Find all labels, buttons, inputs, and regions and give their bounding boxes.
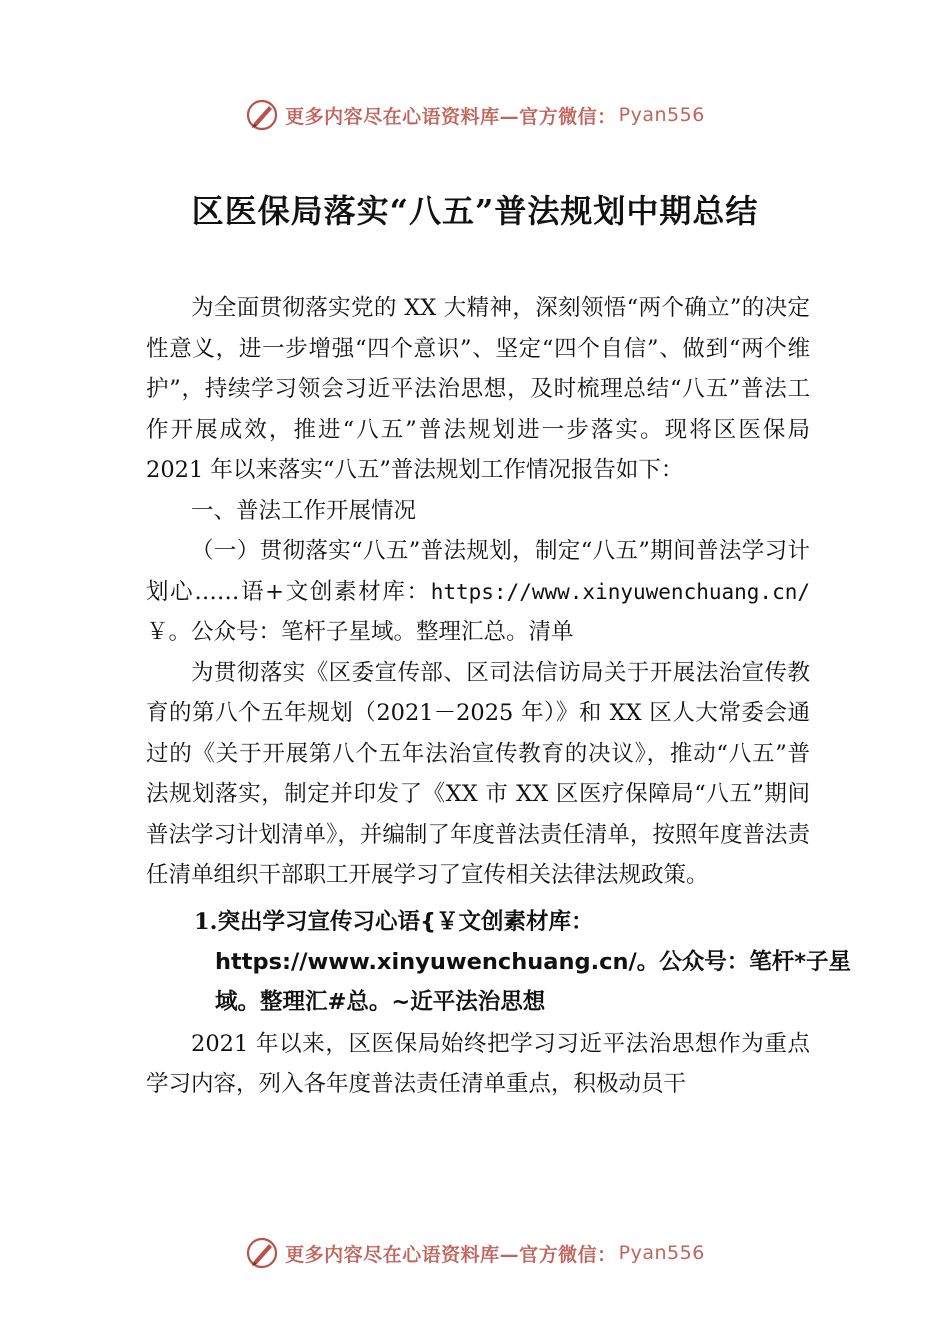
intro-paragraph: 为全面贯彻落实党的 XX 大精神，深刻领悟“两个确立”的决定性意义，进一步增强“四个意识”、坚定“四个自信”、做到“两个维护”，持续学习领会习近平法治思想，及时梳理总结“八五”普法工作开展成效，推进“八五”普法规划进一步落实。现将区医保局 2021 年以来落实“八五”普法规划工作情况报告如下： [146, 295, 810, 483]
subsection-tail: ￥。公众号：笔杆子星域。整理汇总。清单 [146, 619, 574, 645]
subsection-paragraph-1 [146, 531, 810, 653]
banner-brand-text: 更多内容尽在心语资料库—官方微信： [285, 1243, 617, 1266]
heading-text: 突出学习宣传习心语{￥文创素材库：https://www.xinyuwenchuang.cn/。公众号：笔杆*子星域。整理汇#总。~近平法治思想 [215, 908, 851, 1015]
header-watermark-banner [0, 95, 950, 135]
document-body [146, 288, 851, 1105]
pen-logo-icon [245, 1236, 279, 1270]
banner-account: Pyan556 [618, 104, 705, 126]
banner-account: Pyan556 [618, 1242, 705, 1264]
heading-number: 1. [194, 908, 218, 935]
body-paragraph-2: 为贯彻落实《区委宣传部、区司法信访局关于开展法治宣传教育的第八个五年规划（2021－2025 年）》和 XX 区人大常委会通过的《关于开展第八个五年法治宣传教育的决议》，推动“八五”普法规划落实，制定并印发了《XX 市 XX 区医疗保障局“八五”期间普法学习计划清单》，并编制了年度普法责任清单，按照年度普法责任清单组织干部职工开展学习了宣传相关法律法规政策。 [146, 659, 810, 888]
section-heading-1: 一、普法工作开展情况 [191, 497, 417, 524]
footer-watermark-banner [0, 1233, 950, 1273]
subsection-text: （一）贯彻落实“八五”普法规划，制定“八五”期间普法学习计划心……语+文创素材库： [146, 538, 810, 605]
document-title: 区医保局落实“八五”普法规划中期总结 [191, 192, 759, 230]
body-paragraph-3: 2021 年以来，区医保局始终把学习习近平法治思想作为重点学习内容，列入各年度普法责任清单重点，积极动员干 [146, 1030, 810, 1097]
numbered-heading [194, 902, 855, 1022]
banner-brand-text: 更多内容尽在心语资料库—官方微信： [285, 105, 617, 128]
pen-logo-icon [245, 98, 279, 132]
resource-url: https://www.xinyuwenchuang.cn/ [430, 579, 810, 604]
